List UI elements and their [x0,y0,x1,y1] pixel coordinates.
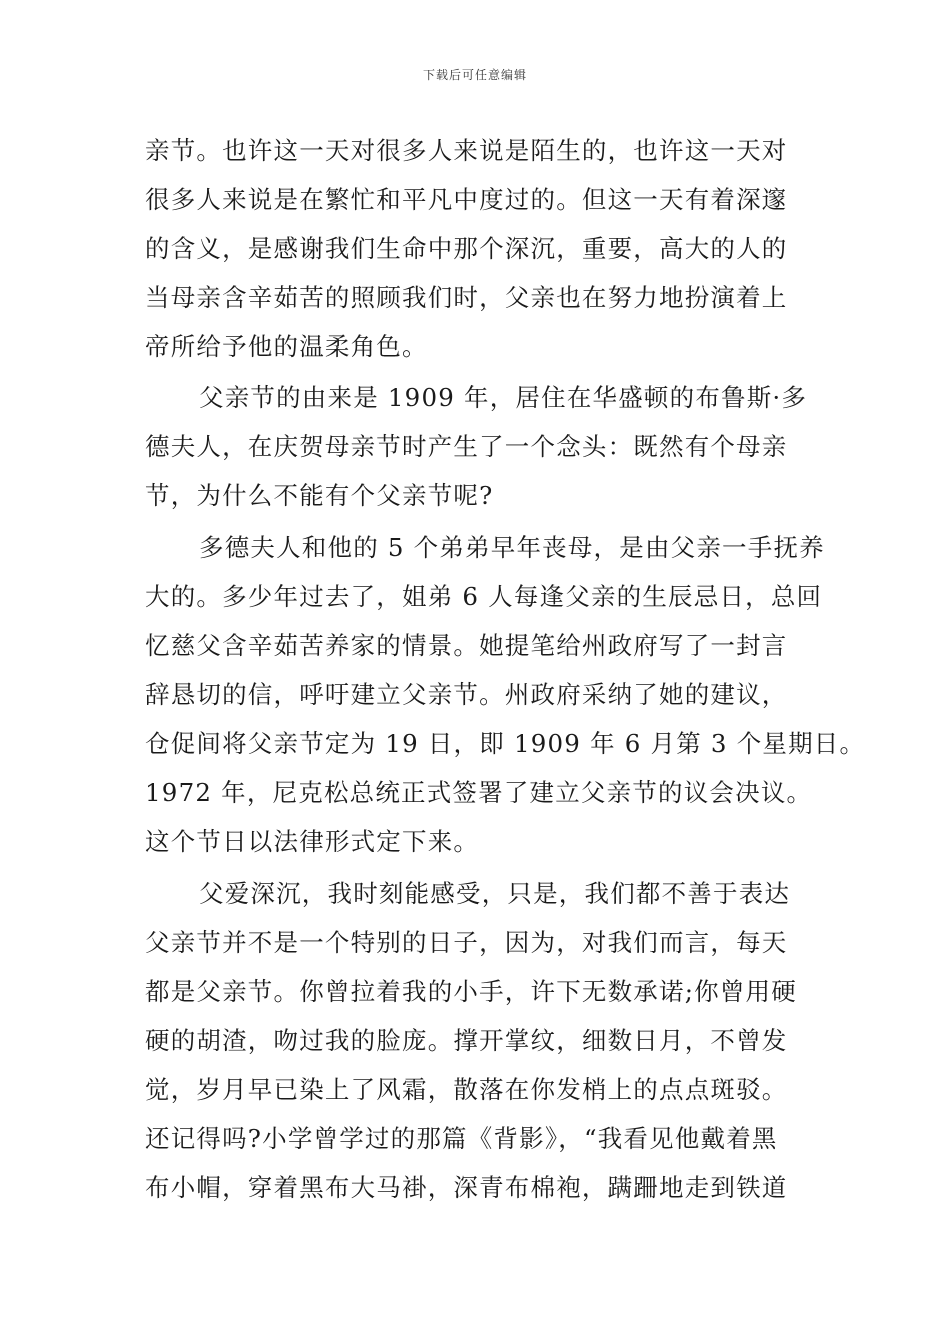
page-header: 下载后可任意编辑 [422,68,527,82]
text-line: 还记得吗?小学曾学过的那篇《背影》，“我看见他戴着黑 [145,1124,778,1153]
text-line: 当母亲含辛茹苦的照顾我们时，父亲也在努力地扮演着上 [145,283,788,312]
text-line: 帝所给予他的温柔角色。 [145,332,428,361]
text-line: 都是父亲节。你曾拉着我的小手，许下无数承诺;你曾用硬 [145,977,797,1006]
text-line: 多德夫人和他的 5 个弟弟早年丧母，是由父亲一手抚养 [199,533,825,562]
text-line: 布小帽，穿着黑布大马褂，深青布棉袍，蹒跚地走到铁道 [145,1173,788,1202]
text-line: 1972 年，尼克松总统正式签署了建立父亲节的议会决议。 [145,778,813,807]
text-line: 忆慈父含辛茹苦养家的情景。她提笔给州政府写了一封言 [145,631,788,660]
text-line: 的含义，是感谢我们生命中那个深沉，重要，高大的人的 [145,234,788,263]
text-line: 硬的胡渣，吻过我的脸庞。撑开掌纹，细数日月，不曾发 [145,1026,788,1055]
text-line: 父亲节的由来是 1909 年，居住在华盛顿的布鲁斯·多 [199,383,808,412]
text-line: 很多人来说是在繁忙和平凡中度过的。但这一天有着深邃 [145,185,788,214]
text-line: 这个节日以法律形式定下来。 [145,827,480,856]
text-line: 父爱深沉，我时刻能感受，只是，我们都不善于表达 [199,879,791,908]
text-line: 大的。多少年过去了，姐弟 6 人每逢父亲的生辰忌日，总回 [145,582,823,611]
text-line: 父亲节并不是一个特别的日子，因为，对我们而言，每天 [145,928,788,957]
text-line: 德夫人，在庆贺母亲节时产生了一个念头：既然有个母亲 [145,432,788,461]
text-line: 觉，岁月早已染上了风霜，散落在你发梢上的点点斑驳。 [145,1075,788,1104]
text-line: 仓促间将父亲节定为 19 日，即 1909 年 6 月第 3 个星期日。 [145,729,866,758]
text-line: 亲节。也许这一天对很多人来说是陌生的，也许这一天对 [145,136,788,165]
text-line: 辞恳切的信，呼吁建立父亲节。州政府采纳了她的建议， [145,680,788,709]
text-line: 节，为什么不能有个父亲节呢? [145,481,494,510]
